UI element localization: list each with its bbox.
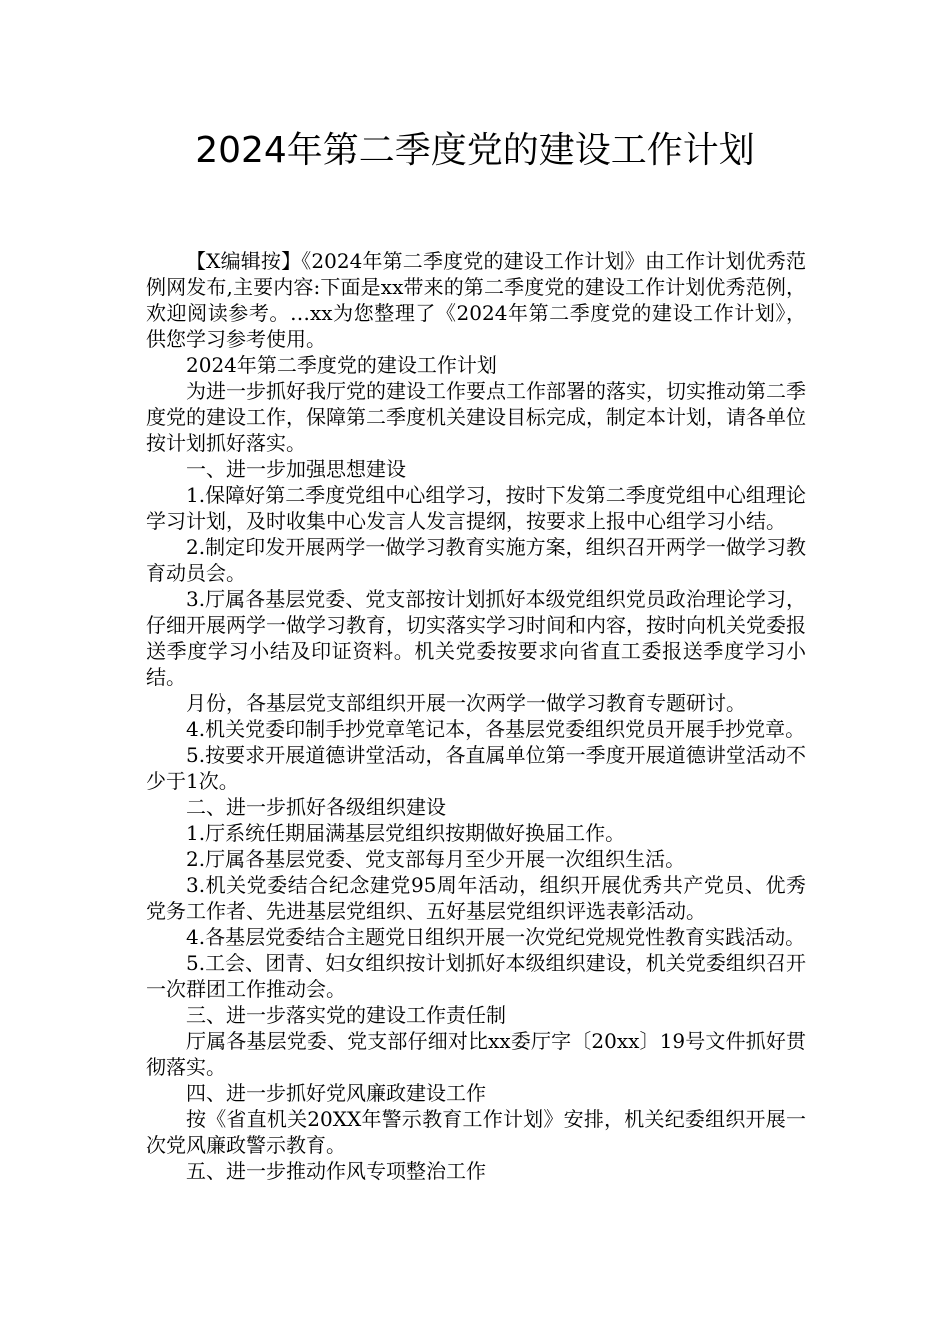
section-heading-5: 五、进一步推动作风专项整治工作 [186, 1159, 486, 1183]
paragraph: 2.制定印发开展两学一做学习教育实施方案，组织召开两学一做学习教育动员会。 [146, 535, 806, 585]
intro-paragraph: 为进一步抓好我厅党的建设工作要点工作部署的落实，切实推动第二季度党的建设工作，保障第二季度机关建设目标完成，制定本计划，请各单位按计划抓好落实。 [146, 379, 806, 455]
paragraph: 厅属各基层党委、党支部仔细对比xx委厅字〔20xx〕19号文件抓好贯彻落实。 [146, 1029, 806, 1079]
section-heading-3: 三、进一步落实党的建设工作责任制 [186, 1003, 506, 1027]
document-title: 2024年第二季度党的建设工作计划 [195, 130, 755, 171]
paragraph: 5.工会、团青、妇女组织按计划抓好本级组织建设，机关党委组织召开一次群团工作推动会。 [146, 951, 806, 1001]
section-heading-1: 一、进一步加强思想建设 [186, 457, 406, 481]
paragraph: 3.厅属各基层党委、党支部按计划抓好本级党组织党员政治理论学习，仔细开展两学一做学习教育，切实落实学习时间和内容，按时向机关党委报送季度学习小结及印证资料。机关党委按要求向省直工委报送季度学习小结。 [146, 587, 806, 689]
section-heading-2: 二、进一步抓好各级组织建设 [186, 795, 446, 819]
paragraph: 2.厅属各基层党委、党支部每月至少开展一次组织生活。 [186, 847, 686, 871]
paragraph: 按《省直机关20XX年警示教育工作计划》安排，机关纪委组织开展一次党风廉政警示教育。 [146, 1107, 806, 1157]
subtitle-paragraph: 2024年第二季度党的建设工作计划 [186, 353, 497, 377]
paragraph: 4.各基层党委结合主题党日组织开展一次党纪党规党性教育实践活动。 [186, 925, 806, 949]
document-body [146, 248, 806, 1184]
editor-note-paragraph: 【X编辑按】《2024年第二季度党的建设工作计划》由工作计划优秀范例网发布,主要内容:下面是xx带来的第二季度党的建设工作计划优秀范例，欢迎阅读参考。…xx为您整理了《2024年第二季度党的建设工作计划》，供您学习参考使用。 [146, 249, 806, 351]
paragraph: 4.机关党委印制手抄党章笔记本，各基层党委组织党员开展手抄党章。 [186, 717, 806, 741]
paragraph: 5.按要求开展道德讲堂活动，各直属单位第一季度开展道德讲堂活动不少于1次。 [146, 743, 806, 793]
paragraph: 月份，各基层党支部组织开展一次两学一做学习教育专题研讨。 [186, 691, 746, 715]
paragraph: 1.保障好第二季度党组中心组学习，按时下发第二季度党组中心组理论学习计划，及时收集中心发言人发言提纲，按要求上报中心组学习小结。 [146, 483, 806, 533]
paragraph: 3.机关党委结合纪念建党95周年活动，组织开展优秀共产党员、优秀党务工作者、先进基层党组织、五好基层党组织评选表彰活动。 [146, 873, 806, 923]
section-heading-4: 四、进一步抓好党风廉政建设工作 [186, 1081, 486, 1105]
paragraph: 1.厅系统任期届满基层党组织按期做好换届工作。 [186, 821, 626, 845]
